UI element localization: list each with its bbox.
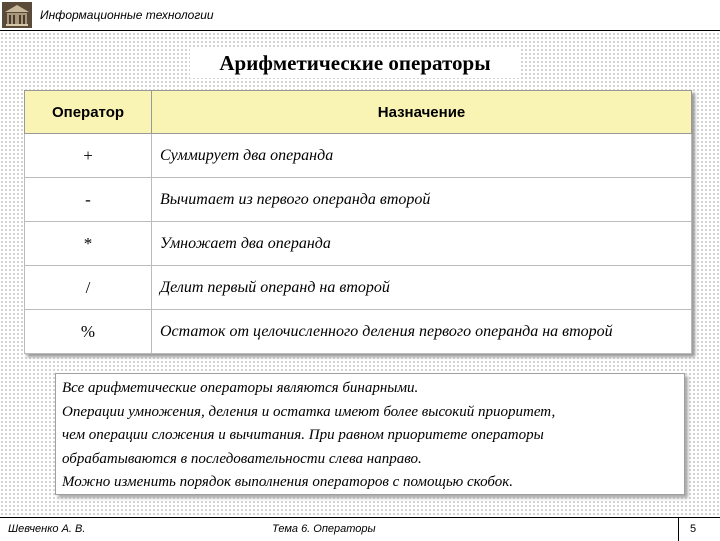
description-cell: Делит первый операнд на второй bbox=[152, 266, 692, 310]
description-cell: Умножает два операнда bbox=[152, 222, 692, 266]
table-row bbox=[25, 266, 692, 310]
table-row bbox=[25, 178, 692, 222]
operator-cell: + bbox=[25, 134, 152, 178]
operator-cell: * bbox=[25, 222, 152, 266]
note-line: чем операции сложения и вычитания. При равном приоритете операторы bbox=[62, 427, 544, 443]
operator-cell: / bbox=[25, 266, 152, 310]
table-row bbox=[25, 310, 692, 354]
header-bar bbox=[0, 0, 720, 31]
operator-cell: % bbox=[25, 310, 152, 354]
footer-author: Шевченко А. В. bbox=[8, 523, 86, 535]
description-cell: Вычитает из первого операнда второй bbox=[152, 178, 692, 222]
page-number: 5 bbox=[690, 523, 697, 535]
note-box bbox=[55, 373, 685, 495]
note-line: Можно изменить порядок выполнения операторов с помощью скобок. bbox=[62, 474, 513, 490]
description-cell: Остаток от целочисленного деления первого операнда на второй bbox=[152, 310, 692, 354]
footer-bar bbox=[0, 517, 720, 541]
footer-divider bbox=[678, 518, 679, 541]
note-line: Все арифметические операторы являются бинарными. bbox=[62, 380, 419, 396]
building-icon bbox=[2, 2, 32, 28]
slide-title: Арифметические операторы bbox=[190, 48, 520, 78]
footer-topic: Тема 6. Операторы bbox=[272, 523, 376, 535]
operator-cell: - bbox=[25, 178, 152, 222]
table-row bbox=[25, 134, 692, 178]
table-row bbox=[25, 222, 692, 266]
column-header-purpose: Назначение bbox=[152, 91, 692, 134]
header-title: Информационные технологии bbox=[40, 8, 214, 22]
note-line: Операции умножения, деления и остатка имеют более высокий приоритет, bbox=[62, 403, 556, 420]
table-header-row bbox=[25, 91, 692, 134]
description-cell: Суммирует два операнда bbox=[152, 134, 692, 178]
operators-table bbox=[24, 90, 692, 354]
column-header-operator: Оператор bbox=[25, 91, 152, 134]
note-line: обрабатываются в последовательности слева направо. bbox=[62, 450, 422, 467]
